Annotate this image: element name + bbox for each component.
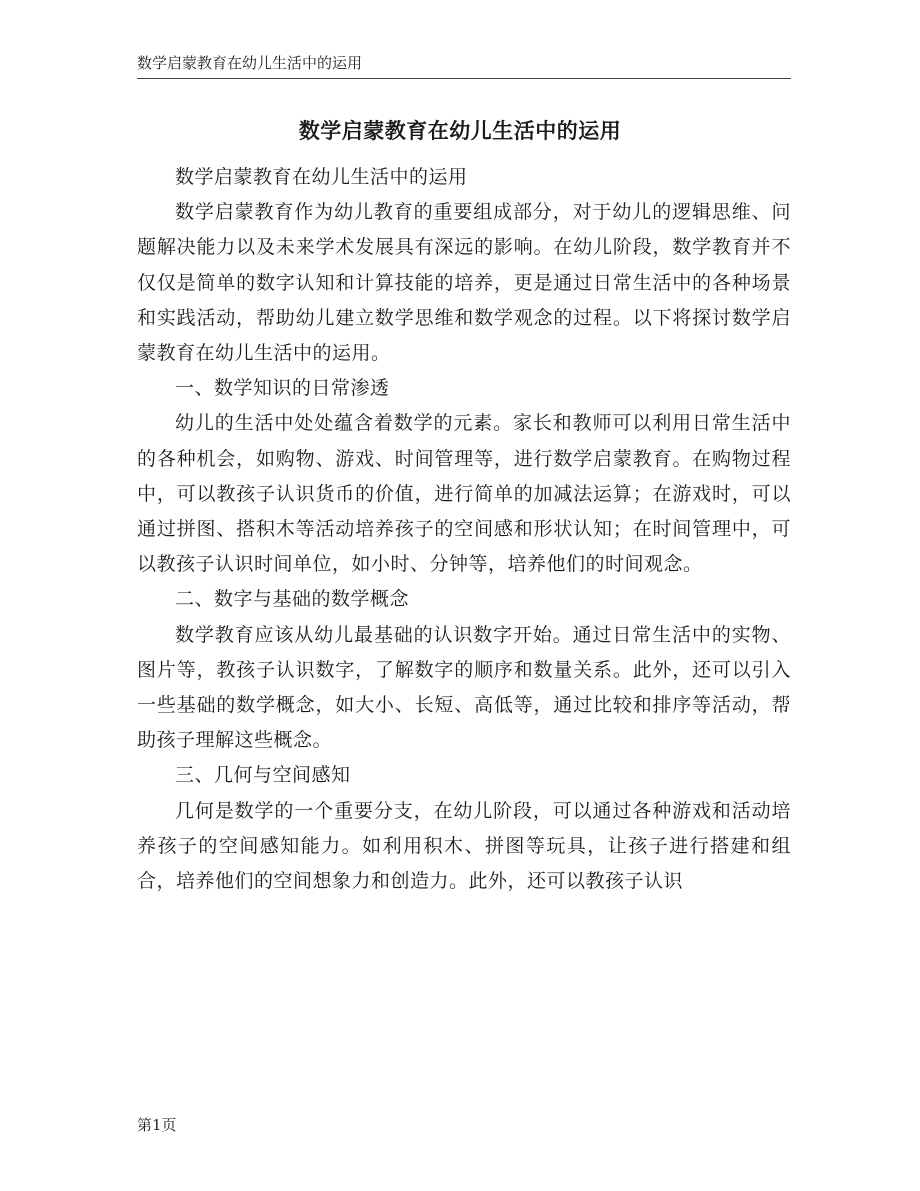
- document-body: [137, 160, 791, 899]
- document-title: 数学启蒙教育在幼儿生活中的运用: [298, 118, 622, 143]
- section-paragraph-2: 数学教育应该从幼儿最基础的认识数字开始。通过日常生活中的实物、图片等，教孩子认识数字，了解数字的顺序和数量关系。此外，还可以引入一些基础的数学概念，如大小、长短、高低等，通过比较和排序等活动，帮助孩子理解这些概念。: [137, 623, 791, 752]
- section-heading-1: 一、数学知识的日常渗透: [175, 377, 390, 400]
- page-number: 第1页: [137, 1116, 177, 1134]
- header-divider: [137, 78, 791, 79]
- section-heading-2: 二、数字与基础的数学概念: [175, 588, 410, 611]
- running-header: 数学启蒙教育在幼儿生活中的运用: [137, 54, 363, 72]
- section-paragraph-3: 几何是数学的一个重要分支，在幼儿阶段，可以通过各种游戏和活动培养孩子的空间感知能力。如利用积木、拼图等玩具，让孩子进行搭建和组合，培养他们的空间想象力和创造力。此外，还可以教孩子认识: [137, 799, 791, 893]
- intro-paragraph: 数学启蒙教育作为幼儿教育的重要组成部分，对于幼儿的逻辑思维、问题解决能力以及未来学术发展具有深远的影响。在幼儿阶段，数学教育并不仅仅是简单的数字认知和计算技能的培养，更是通过日常生活中的各种场景和实践活动，帮助幼儿建立数学思维和数学观念的过程。以下将探讨数学启蒙教育在幼儿生活中的运用。: [137, 201, 791, 365]
- section-paragraph-1: 幼儿的生活中处处蕴含着数学的元素。家长和教师可以利用日常生活中的各种机会，如购物、游戏、时间管理等，进行数学启蒙教育。在购物过程中，可以教孩子认识货币的价值，进行简单的加减法运算；在游戏时，可以通过拼图、搭积木等活动培养孩子的空间感和形状认知；在时间管理中，可以教孩子认识时间单位，如小时、分钟等，培养他们的时间观念。: [137, 412, 791, 576]
- section-heading-3: 三、几何与空间感知: [175, 764, 351, 787]
- subtitle-paragraph: 数学启蒙教育在幼儿生活中的运用: [175, 166, 468, 188]
